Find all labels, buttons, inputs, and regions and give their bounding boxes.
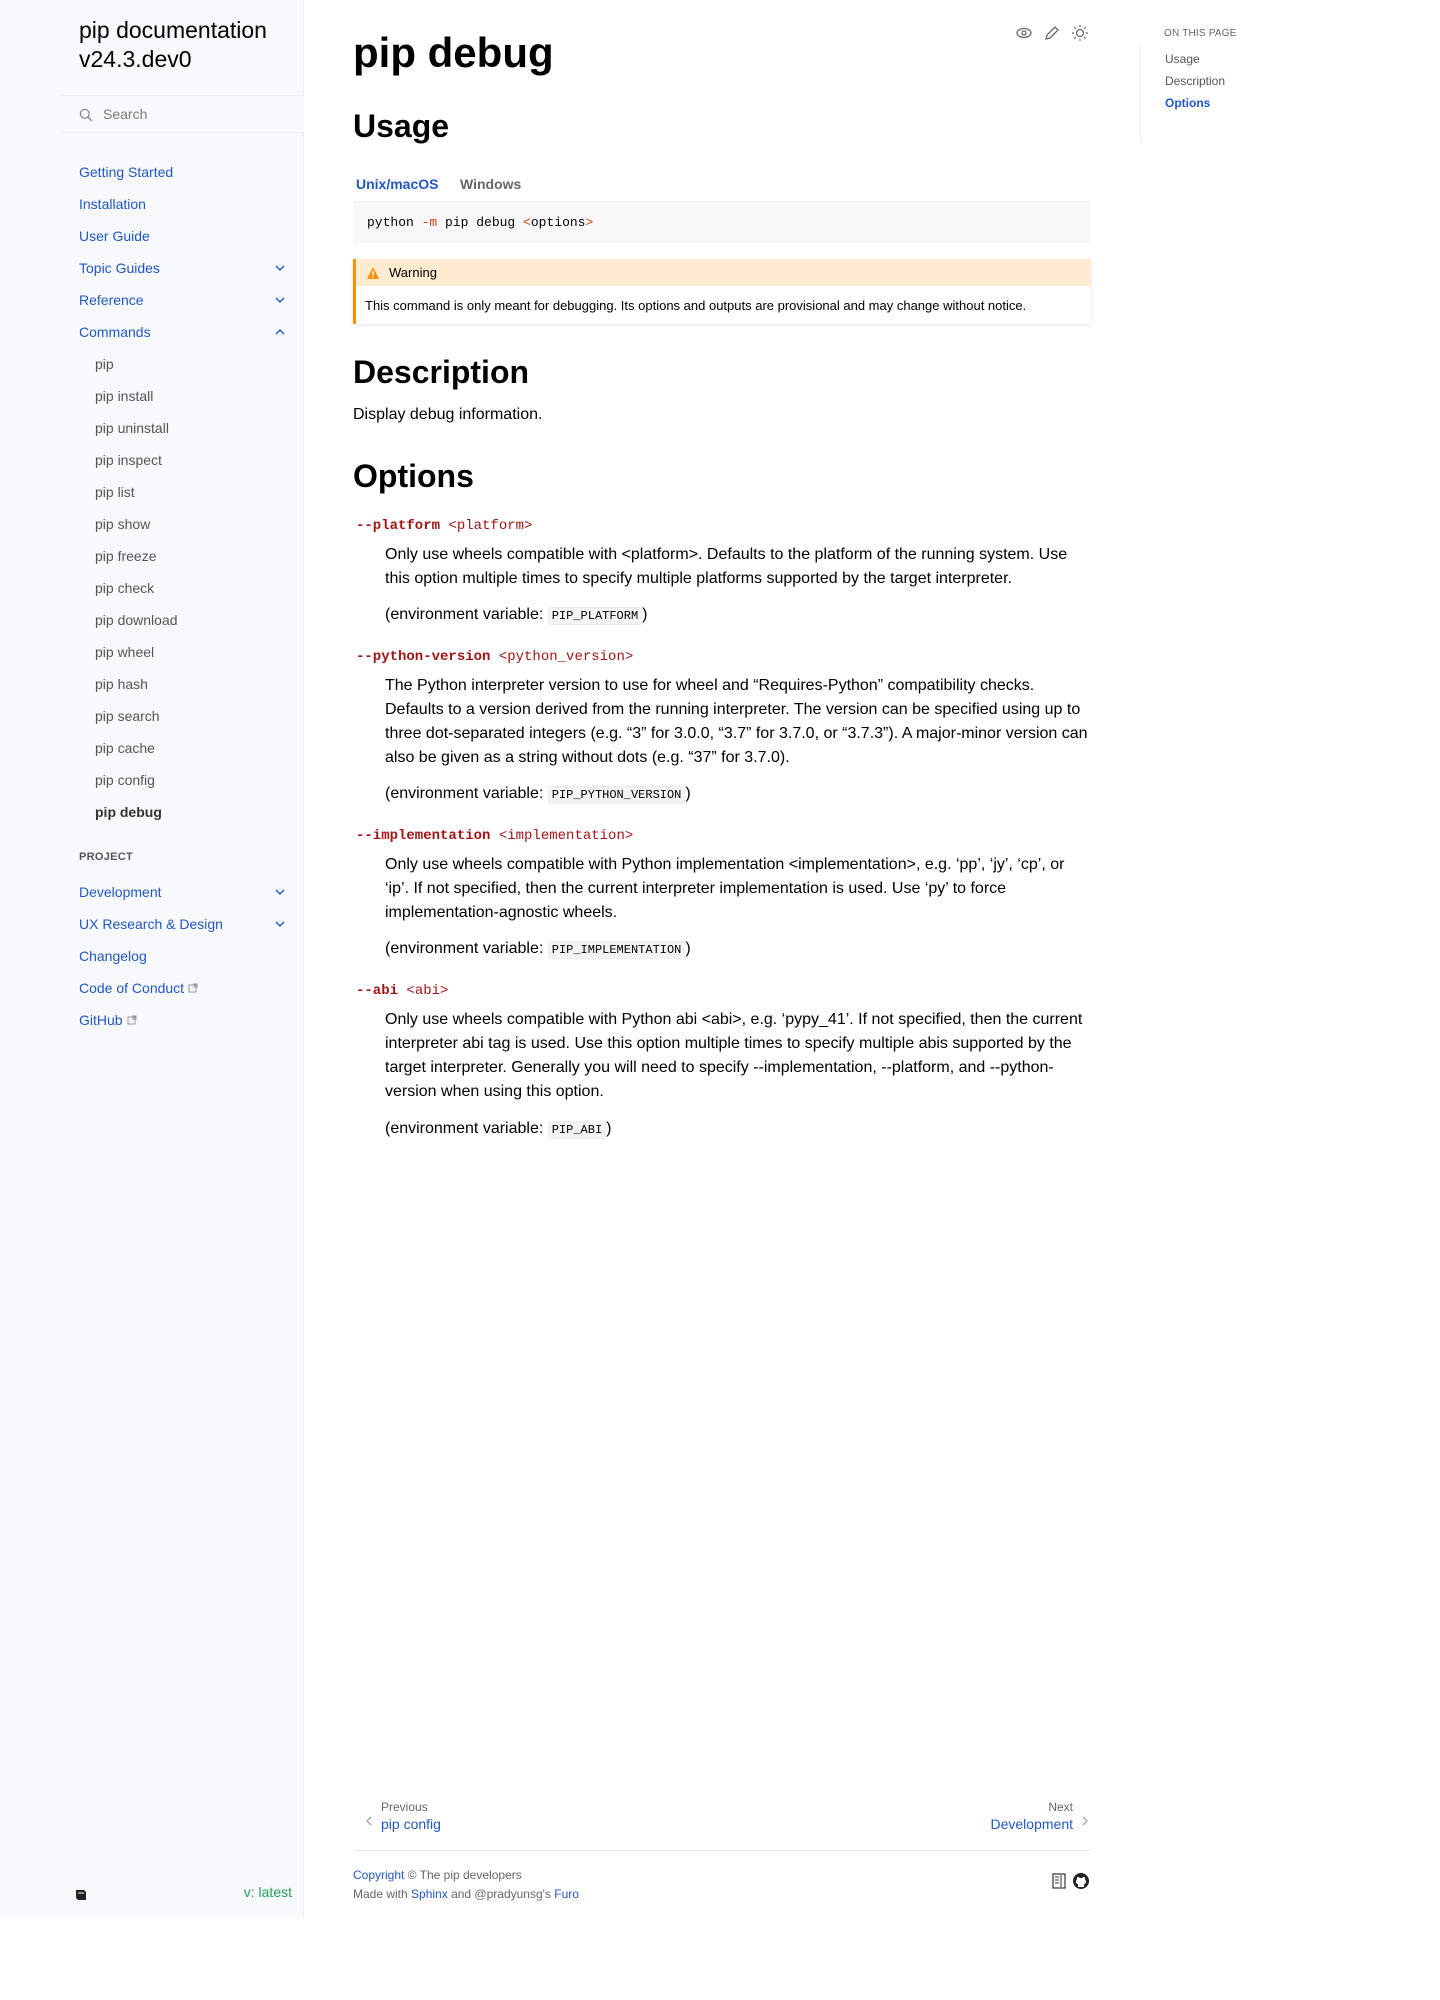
code-text: python [367,215,422,230]
sidebar-command-pip-inspect[interactable]: pip inspect [95,452,162,468]
sidebar-command-pip-uninstall[interactable]: pip uninstall [95,420,169,436]
option-arg: <platform> [448,518,533,534]
chevron-right-icon [1081,1816,1089,1826]
sidebar-item-reference[interactable] [79,288,294,312]
sidebar-item-label[interactable]: User Guide [79,228,150,244]
option-name: --python-version [356,649,491,665]
sidebar [0,0,304,1918]
next-page-link[interactable] [879,1800,1079,1840]
usage-heading: Usage [353,108,450,144]
option-arg: <python_version> [498,649,634,665]
toc-caption: ON THIS PAGE [1164,28,1237,39]
sidebar-command-pip[interactable]: pip [95,356,114,372]
sidebar-item-label[interactable]: Code of Conduct [79,980,185,996]
project-caption: PROJECT [79,851,134,863]
option-signature[interactable] [356,982,448,1000]
sidebar-item-user-guide[interactable] [79,224,294,248]
toc-item-options[interactable]: Options [1165,96,1211,110]
option-description: Only use wheels compatible with <platform>. Defaults to the platform of the running system. Use this option multiple times to specify multiple platforms supported by the target interpreter. [385,546,1068,587]
chevron-down-icon[interactable] [274,918,286,930]
description-heading: Description [353,354,530,390]
footer-divider [353,1850,1091,1851]
sidebar-brand[interactable]: pip documentation v24.3.dev0 [79,17,267,72]
sidebar-item-label[interactable]: Development [79,884,162,900]
footer-icons [1052,1872,1092,1890]
sidebar-item-getting-started[interactable] [79,160,294,184]
version-label[interactable]: v: latest [243,1884,292,1900]
option-signature[interactable] [356,517,532,535]
sidebar-item-commands[interactable] [79,320,294,344]
theme-toggle-icon[interactable] [1071,24,1089,42]
env-suffix: ) [685,785,691,802]
description-text: Display debug information. [353,406,543,423]
chevron-left-icon [365,1816,373,1826]
toc-item-description[interactable]: Description [1165,74,1226,88]
content-actions [1015,24,1095,44]
sidebar-item-github[interactable] [79,1008,294,1032]
warning-icon [366,266,380,280]
option-description: The Python interpreter version to use for wheel and “Requires-Python” compatibility checks. Defaults to a version derived from the running interpreter. The version can be specified using up to three dot-separated integers (e.g. “3” for 3.0.0, “3.7” for 3.7.0, or “3.7.3”). A major-minor version can also be given as a string without dots (e.g. “37” for 3.7.0). [385,677,1088,766]
tab-unix-macos[interactable]: Unix/macOS [356,174,438,208]
warning-admonition [353,259,1091,324]
env-var: PIP_ABI [548,1121,606,1139]
code-operator: > [585,215,594,230]
option-name: --implementation [356,828,491,844]
env-prefix: (environment variable: [385,1120,548,1137]
previous-page-link[interactable] [365,1800,565,1840]
version-switcher[interactable] [0,1882,304,1912]
sidebar-command-pip-cache[interactable]: pip cache [95,740,155,756]
option-name: --platform [356,518,441,534]
usage-code-block [353,202,1091,243]
next-label: Next [1048,1800,1073,1814]
toc-divider [1140,46,1141,142]
chevron-down-icon[interactable] [274,294,286,306]
warning-text: This command is only meant for debugging. Its options and outputs are provisional and may change without notice. [365,298,1027,313]
sidebar-item-label[interactable]: UX Research & Design [79,916,223,932]
sidebar-item-label[interactable]: GitHub [79,1012,123,1028]
next-title[interactable]: Development [990,1816,1073,1832]
page-title: pip debug [353,29,554,76]
code-text: pip debug [437,215,524,230]
option-signature[interactable] [356,648,633,666]
option-env [385,937,691,962]
external-link-icon [127,1015,137,1025]
sidebar-command-pip-list[interactable]: pip list [95,484,135,500]
previous-label: Previous [381,1800,428,1814]
env-var: PIP_PLATFORM [548,607,642,625]
platform-tabs [353,168,1091,202]
sidebar-item-changelog[interactable] [79,944,294,968]
copyright-link[interactable]: Copyright [353,1868,405,1882]
env-var: PIP_PYTHON_VERSION [548,786,686,804]
option-description: Only use wheels compatible with Python abi <abi>, e.g. ‘pypy_41’. If not specified, then the current interpreter abi tag is used. Use this option multiple times to specify multiple abis supported by the target interpreter. Generally you will need to specify --implementation, --platform, and --python-version when using this option. [385,1011,1083,1100]
search-box[interactable] [60,95,304,133]
chevron-down-icon[interactable] [274,886,286,898]
sidebar-command-pip-config[interactable]: pip config [95,772,155,788]
option-description: Only use wheels compatible with Python implementation <implementation>, e.g. ‘pp’, ‘jy’, ‘cp’, or ‘ip’. If not specified, then the current interpreter implementation is used. Use ‘py’ to force implementation-agnostic wheels. [385,856,1065,921]
option-name: --abi [356,983,399,999]
code-arg: options [530,215,586,230]
sidebar-command-pip-hash[interactable]: pip hash [95,676,148,692]
sidebar-item-code-of-conduct[interactable] [79,976,294,1000]
sidebar-item-development[interactable] [79,880,294,904]
sidebar-command-pip-wheel[interactable]: pip wheel [95,644,155,660]
sidebar-item-label[interactable]: Getting Started [79,164,174,180]
chevron-down-icon[interactable] [274,262,286,274]
view-source-icon[interactable] [1015,24,1033,42]
edit-icon[interactable] [1043,24,1061,42]
search-icon [79,108,93,122]
and-text: and @pradyunsg's [447,1887,555,1901]
toc-item-usage[interactable]: Usage [1165,52,1200,66]
options-heading: Options [353,458,474,494]
external-link-icon [188,983,198,993]
github-icon[interactable] [1072,1872,1090,1890]
sidebar-command-pip-show[interactable]: pip show [95,516,151,532]
footer-text [353,1866,579,1904]
sidebar-item-ux-research[interactable] [79,912,294,936]
sidebar-command-pip-install[interactable]: pip install [95,388,154,404]
option-arg: <implementation> [498,828,634,844]
option-env [385,1117,612,1142]
search-input[interactable] [103,102,293,126]
code-operator: < [523,215,531,230]
sidebar-command-pip-freeze[interactable]: pip freeze [95,548,157,564]
sidebar-item-label[interactable]: Reference [79,292,144,308]
sidebar-command-pip-download[interactable]: pip download [95,612,178,628]
env-suffix: ) [642,606,648,623]
sidebar-item-label[interactable]: Commands [79,324,151,340]
previous-title[interactable]: pip config [381,1816,441,1832]
option-arg: <abi> [406,983,449,999]
book-icon [74,1888,88,1902]
env-prefix: (environment variable: [385,606,548,623]
sidebar-item-label[interactable]: Topic Guides [79,260,160,276]
sidebar-command-pip-search[interactable]: pip search [95,708,160,724]
env-suffix: ) [685,940,691,957]
sidebar-command-pip-debug[interactable]: pip debug [95,804,162,820]
code-operator: -m [421,215,438,230]
env-var: PIP_IMPLEMENTATION [548,941,686,959]
tab-windows[interactable]: Windows [460,176,522,192]
env-prefix: (environment variable: [385,940,548,957]
copyright-text: © The pip developers [404,1868,522,1882]
option-env [385,782,691,807]
warning-header [356,259,1091,286]
option-env [385,603,648,628]
sidebar-item-label[interactable]: Installation [79,196,146,212]
sidebar-item-label[interactable]: Changelog [79,948,147,964]
made-with-text: Made with [353,1887,412,1901]
readthedocs-icon[interactable] [1052,1873,1066,1889]
furo-link[interactable]: Furo [554,1887,579,1901]
sidebar-item-topic-guides[interactable] [79,256,294,280]
warning-title: Warning [389,265,437,280]
env-prefix: (environment variable: [385,785,548,802]
sidebar-item-installation[interactable] [79,192,294,216]
sphinx-link[interactable]: Sphinx [411,1887,448,1901]
sidebar-command-pip-check[interactable]: pip check [95,580,155,596]
env-suffix: ) [606,1120,612,1137]
chevron-up-icon[interactable] [274,326,286,338]
option-signature[interactable] [356,827,633,845]
